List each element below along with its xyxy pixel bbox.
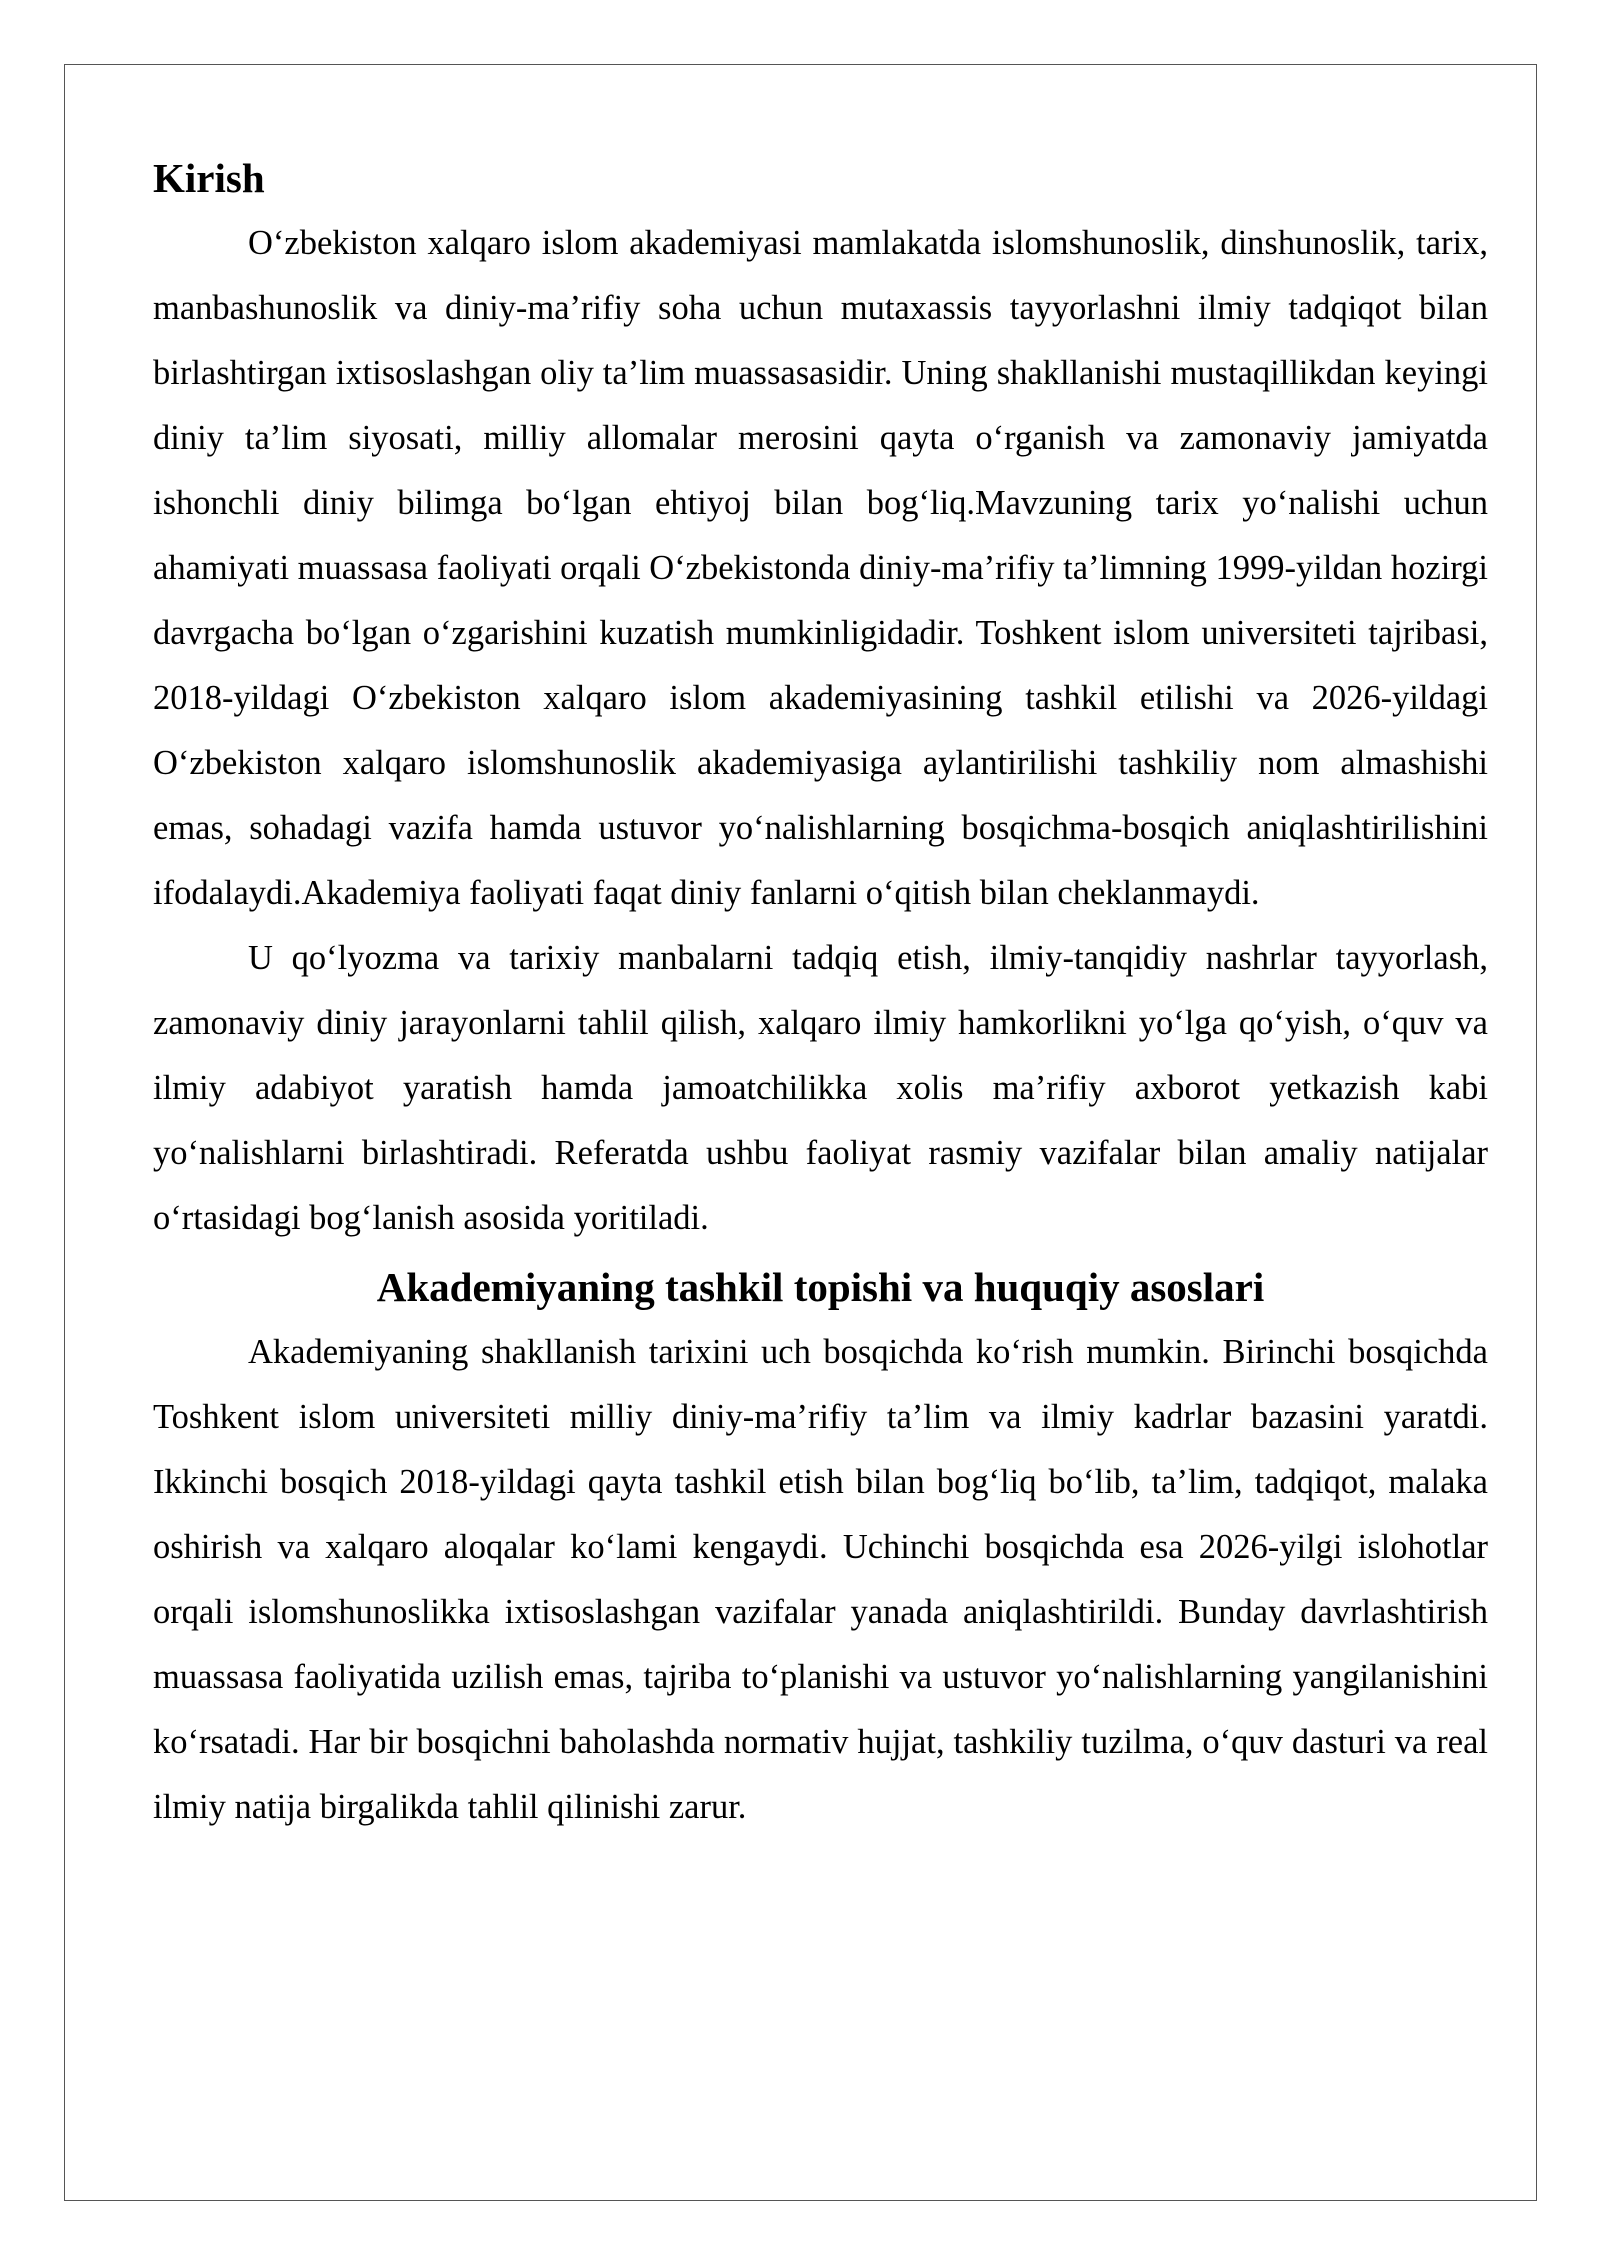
heading-introduction: Kirish bbox=[153, 155, 265, 201]
intro-paragraph-1: O‘zbekiston xalqaro islom akademiyasi mamlakatda islomshunoslik, dinshunoslik, tarix, manbashunoslik va diniy-ma’rifiy soha uchun mutaxassis tayyorlashni ilmiy tadqiqot bilan birlashtirgan ixtisoslashgan oliy ta’lim muassasasidir. Uning shakllanishi mustaqillikdan keyingi diniy ta’lim siyosati, milliy allomalar merosini qayta o‘rganish va zamonaviy jamiyatda ishonchli diniy bilimga bo‘lgan ehtiyoj bilan bog‘liq.Mavzuning tarix yo‘nalishi uchun ahamiyati muassasa faoliyati orqali O‘zbekistonda diniy-ma’rifiy ta’limning 1999-yildan hozirgi davrgacha bo‘lgan o‘zgarishini kuzatish mumkinligidadir. Toshkent islom universiteti tajribasi, 2018-yildagi O‘zbekiston xalqaro islom akademiyasining tashkil etilishi va 2026-yildagi O‘zbekiston xalqaro islomshunoslik akademiyasiga aylantirilishi tashkiliy nom almashishi emas, sohadagi vazifa hamda ustuvor yo‘nalishlarning bosqichma-bosqich aniqlashtirilishini ifodalaydi.Akademiya faoliyati faqat diniy fanlarni o‘qitish bilan cheklanmaydi. bbox=[153, 224, 1488, 912]
section-paragraph-1: Akademiyaning shakllanish tarixini uch bosqichda ko‘rish mumkin. Birinchi bosqichda Toshkent islom universiteti milliy diniy-ma’rifiy ta’lim va ilmiy kadrlar bazasini yaratdi. Ikkinchi bosqich 2018-yildagi qayta tashkil etish bilan bog‘liq bo‘lib, ta’lim, tadqiqot, malaka oshirish va xalqaro aloqalar ko‘lami kengaydi. Uchinchi bosqichda esa 2026-yilgi islohotlar orqali islomshunoslikka ixtisoslashgan vazifalar yanada aniqlashtirildi. Bunday davrlashtirish muassasa faoliyatida uzilish emas, tajriba to‘planishi va ustuvor yo‘nalishlarning yangilanishini ko‘rsatadi. Har bir bosqichni baholashda normativ hujjat, tashkiliy tuzilma, o‘quv dasturi va real ilmiy natija birgalikda tahlil qilinishi zarur. bbox=[153, 1333, 1488, 1826]
intro-paragraph-2: U qo‘lyozma va tarixiy manbalarni tadqiq etish, ilmiy-tanqidiy nashrlar tayyorlash, zamonaviy diniy jarayonlarni tahlil qilish, xalqaro ilmiy hamkorlikni yo‘lga qo‘yish, o‘quv va ilmiy adabiyot yaratish hamda jamoatchilikka xolis ma’rifiy axborot yetkazish kabi yo‘nalishlarni birlashtiradi. Referatda ushbu faoliyat rasmiy vazifalar bilan amaliy natijalar o‘rtasidagi bog‘lanish asosida yoritiladi. bbox=[153, 939, 1488, 1237]
document-body bbox=[153, 148, 1488, 1840]
section-title: Akademiyaning tashkil topishi va huquqiy asoslari bbox=[376, 1264, 1265, 1310]
